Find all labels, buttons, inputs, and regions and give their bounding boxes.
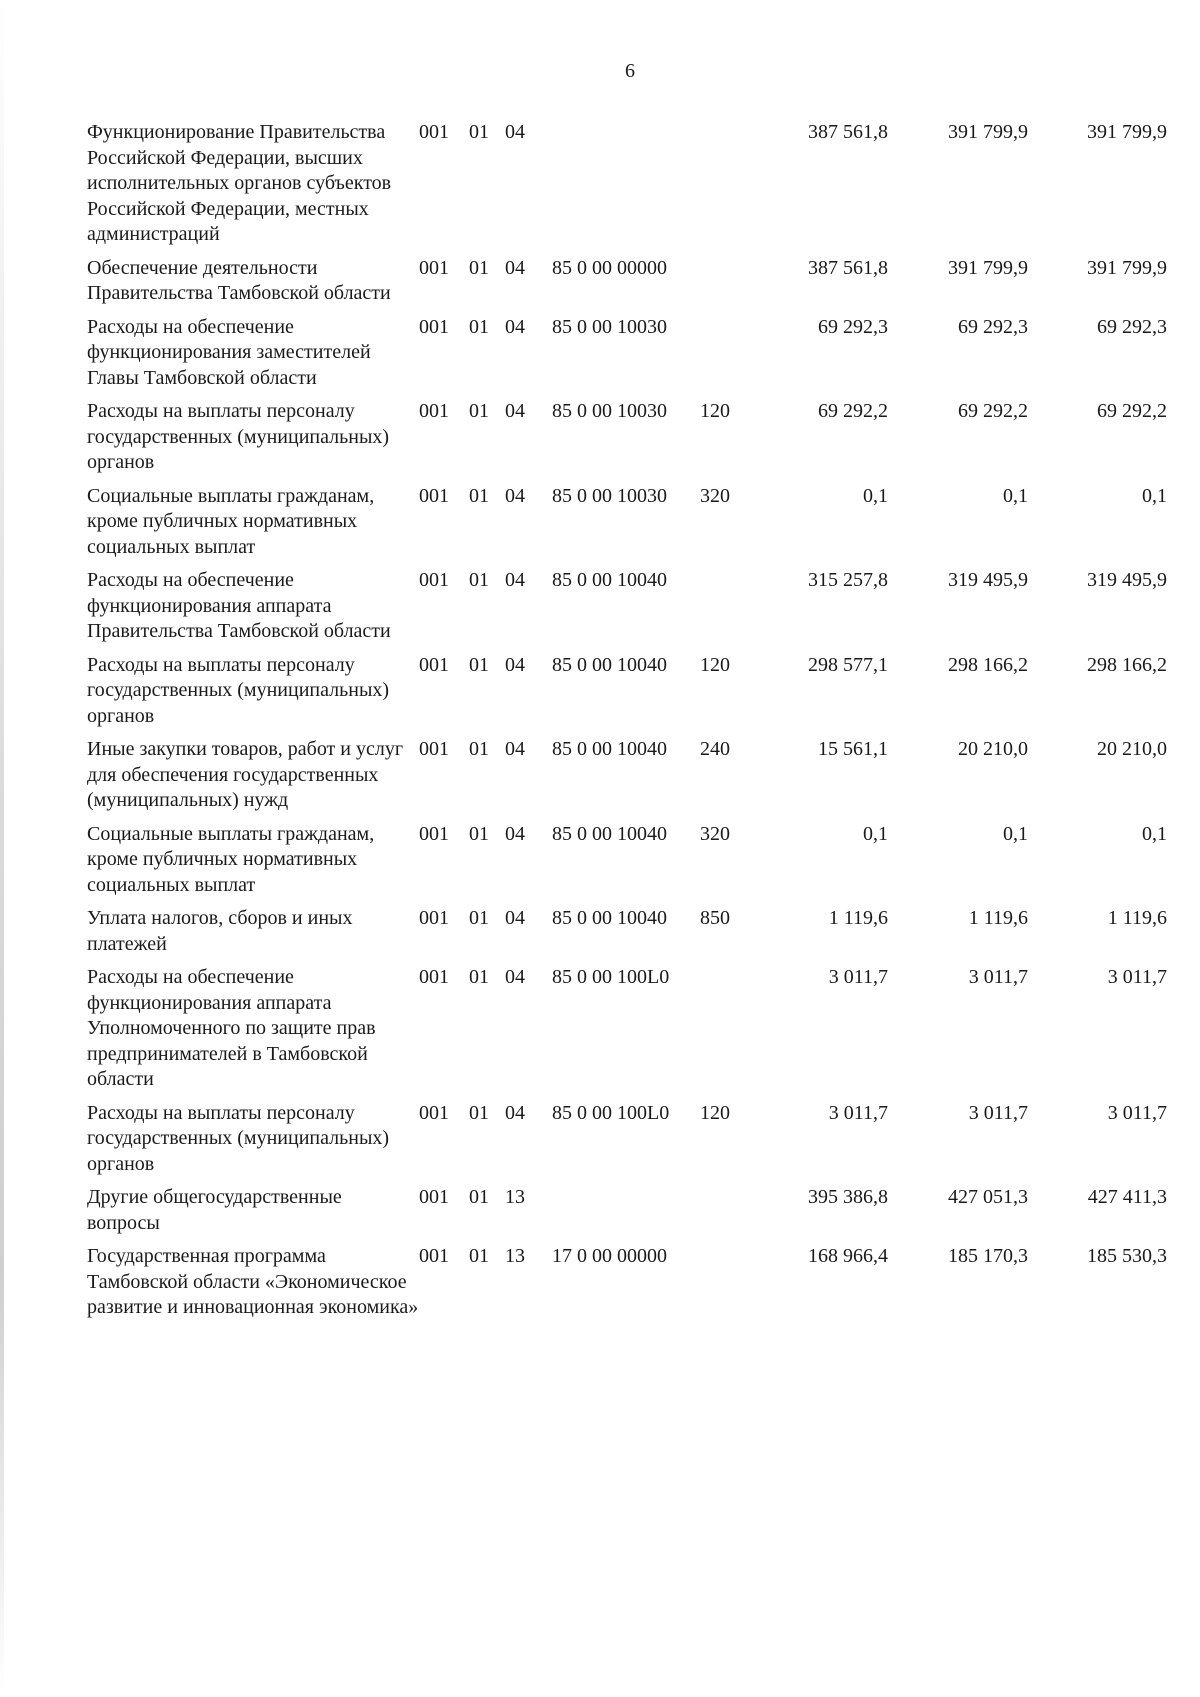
grbs-code: 001 — [419, 569, 449, 591]
item-name: Иные закупки товаров, работ и услуг для обеспечения государственных (муниципальных) нужд — [87, 738, 404, 811]
table-row — [87, 1101, 1167, 1178]
target-article-code: 85 0 00 100L0 — [552, 1101, 670, 1124]
subsection-code: 04 — [505, 256, 525, 279]
section-code: 01 — [469, 738, 489, 760]
grbs-code: 001 — [419, 1245, 449, 1267]
table-row — [87, 965, 1167, 1093]
target-article-code: 85 0 00 10040 — [552, 822, 667, 845]
subsection-code: 04 — [505, 966, 525, 988]
section-code: 01 — [469, 822, 489, 845]
subsection-code: 04 — [505, 569, 525, 591]
section-code: 01 — [469, 1245, 489, 1267]
amount-year-1: 3 011,7 — [828, 966, 888, 988]
table-row — [87, 906, 1167, 957]
amount-year-1: 0,1 — [863, 822, 888, 845]
amount-year-3: 298 166,2 — [1087, 653, 1167, 676]
amount-year-2: 0,1 — [1003, 822, 1028, 845]
amount-year-3: 69 292,3 — [1097, 315, 1167, 338]
target-article-code: 85 0 00 10030 — [552, 484, 667, 507]
amount-year-2: 0,1 — [1003, 484, 1028, 507]
amount-year-2: 185 170,3 — [948, 1245, 1028, 1267]
section-code: 01 — [469, 315, 489, 338]
amount-year-3: 319 495,9 — [1087, 569, 1167, 591]
grbs-code: 001 — [419, 315, 449, 338]
amount-year-2: 427 051,3 — [948, 1186, 1028, 1208]
target-article-code: 85 0 00 10040 — [552, 907, 667, 929]
amount-year-1: 1 119,6 — [828, 907, 888, 929]
budget-table — [87, 120, 1167, 1329]
amount-year-1: 69 292,2 — [818, 400, 888, 422]
amount-year-2: 3 011,7 — [968, 966, 1028, 988]
subsection-code: 04 — [505, 400, 525, 422]
table-row — [87, 399, 1167, 476]
table-row — [87, 1244, 1167, 1321]
item-name: Расходы на обеспечение функционирования заместителей Главы Тамбовской области — [87, 315, 371, 389]
table-row — [87, 120, 1167, 248]
amount-year-3: 69 292,2 — [1097, 400, 1167, 422]
amount-year-3: 391 799,9 — [1087, 121, 1167, 143]
grbs-code: 001 — [419, 400, 449, 422]
item-name: Расходы на обеспечение функционирования аппарата Уполномоченного по защите прав предпринимателей в Тамбовской области — [87, 966, 376, 1090]
amount-year-3: 0,1 — [1142, 822, 1167, 845]
amount-year-2: 69 292,3 — [958, 315, 1028, 338]
amount-year-2: 391 799,9 — [948, 256, 1028, 279]
section-code: 01 — [469, 966, 489, 988]
scan-edge-shadow — [0, 0, 4, 1697]
grbs-code: 001 — [419, 653, 449, 676]
table-row — [87, 737, 1167, 814]
subsection-code: 04 — [505, 1101, 525, 1124]
amount-year-3: 1 119,6 — [1107, 907, 1167, 929]
item-name: Социальные выплаты гражданам, кроме публичных нормативных социальных выплат — [87, 822, 375, 896]
target-article-code: 85 0 00 10030 — [552, 315, 667, 338]
amount-year-1: 168 966,4 — [808, 1245, 888, 1267]
item-name: Расходы на выплаты персоналу государственных (муниципальных) органов — [87, 1101, 390, 1175]
grbs-code: 001 — [419, 907, 449, 929]
amount-year-2: 20 210,0 — [958, 738, 1028, 760]
item-name: Функционирование Правительства Российской Федерации, высших исполнительных органов субъектов Российской Федерации, местных администраций — [87, 121, 392, 245]
grbs-code: 001 — [419, 1186, 449, 1208]
section-code: 01 — [469, 907, 489, 929]
grbs-code: 001 — [419, 738, 449, 760]
amount-year-1: 69 292,3 — [818, 315, 888, 338]
target-article-code: 85 0 00 00000 — [552, 256, 667, 279]
subsection-code: 04 — [505, 822, 525, 845]
amount-year-3: 3 011,7 — [1107, 966, 1167, 988]
subsection-code: 04 — [505, 907, 525, 929]
amount-year-1: 3 011,7 — [828, 1101, 888, 1124]
amount-year-2: 3 011,7 — [968, 1101, 1028, 1124]
item-name: Расходы на выплаты персоналу государственных (муниципальных) органов — [87, 400, 390, 473]
table-row — [87, 484, 1167, 561]
table-row — [87, 653, 1167, 730]
target-article-code: 17 0 00 00000 — [552, 1245, 667, 1267]
target-article-code: 85 0 00 100L0 — [552, 966, 670, 988]
subsection-code: 04 — [505, 653, 525, 676]
amount-year-2: 391 799,9 — [948, 121, 1028, 143]
grbs-code: 001 — [419, 121, 449, 143]
amount-year-2: 319 495,9 — [948, 569, 1028, 591]
section-code: 01 — [469, 400, 489, 422]
section-code: 01 — [469, 121, 489, 143]
expense-type-code: 120 — [700, 1101, 730, 1124]
subsection-code: 04 — [505, 121, 525, 143]
amount-year-1: 395 386,8 — [808, 1186, 888, 1208]
expense-type-code: 320 — [700, 484, 730, 507]
item-name: Уплата налогов, сборов и иных платежей — [87, 907, 353, 955]
subsection-code: 13 — [505, 1186, 525, 1208]
amount-year-3: 20 210,0 — [1097, 738, 1167, 760]
table-row — [87, 315, 1167, 392]
amount-year-3: 0,1 — [1142, 484, 1167, 507]
amount-year-3: 427 411,3 — [1087, 1186, 1167, 1208]
section-code: 01 — [469, 1186, 489, 1208]
amount-year-1: 387 561,8 — [808, 256, 888, 279]
grbs-code: 001 — [419, 822, 449, 845]
amount-year-1: 0,1 — [863, 484, 888, 507]
subsection-code: 04 — [505, 315, 525, 338]
target-article-code: 85 0 00 10030 — [552, 400, 667, 422]
section-code: 01 — [469, 256, 489, 279]
grbs-code: 001 — [419, 484, 449, 507]
amount-year-1: 315 257,8 — [808, 569, 888, 591]
item-name: Государственная программа Тамбовской области «Экономическое развитие и инновационная экономика» — [87, 1245, 419, 1318]
amount-year-3: 391 799,9 — [1087, 256, 1167, 279]
subsection-code: 04 — [505, 484, 525, 507]
section-code: 01 — [469, 484, 489, 507]
table-row — [87, 256, 1167, 307]
grbs-code: 001 — [419, 1101, 449, 1124]
table-row — [87, 1185, 1167, 1236]
amount-year-1: 387 561,8 — [808, 121, 888, 143]
item-name: Расходы на обеспечение функционирования аппарата Правительства Тамбовской области — [87, 569, 391, 642]
section-code: 01 — [469, 653, 489, 676]
target-article-code: 85 0 00 10040 — [552, 738, 667, 760]
subsection-code: 04 — [505, 738, 525, 760]
table-row — [87, 568, 1167, 645]
item-name: Социальные выплаты гражданам, кроме публичных нормативных социальных выплат — [87, 484, 375, 558]
subsection-code: 13 — [505, 1245, 525, 1267]
expense-type-code: 120 — [700, 400, 730, 422]
section-code: 01 — [469, 569, 489, 591]
page-number: 6 — [625, 60, 635, 82]
amount-year-1: 298 577,1 — [808, 653, 888, 676]
item-name: Расходы на выплаты персоналу государственных (муниципальных) органов — [87, 653, 390, 727]
grbs-code: 001 — [419, 966, 449, 988]
target-article-code: 85 0 00 10040 — [552, 569, 667, 591]
amount-year-2: 1 119,6 — [968, 907, 1028, 929]
section-code: 01 — [469, 1101, 489, 1124]
expense-type-code: 320 — [700, 822, 730, 845]
expense-type-code: 850 — [700, 907, 730, 929]
expense-type-code: 240 — [700, 738, 730, 760]
amount-year-2: 298 166,2 — [948, 653, 1028, 676]
target-article-code: 85 0 00 10040 — [552, 653, 667, 676]
amount-year-3: 185 530,3 — [1087, 1245, 1167, 1267]
item-name: Обеспечение деятельности Правительства Тамбовской области — [87, 256, 391, 304]
amount-year-3: 3 011,7 — [1107, 1101, 1167, 1124]
amount-year-1: 15 561,1 — [818, 738, 888, 760]
expense-type-code: 120 — [700, 653, 730, 676]
table-row — [87, 822, 1167, 899]
item-name: Другие общегосударственные вопросы — [87, 1186, 342, 1234]
grbs-code: 001 — [419, 256, 449, 279]
amount-year-2: 69 292,2 — [958, 400, 1028, 422]
